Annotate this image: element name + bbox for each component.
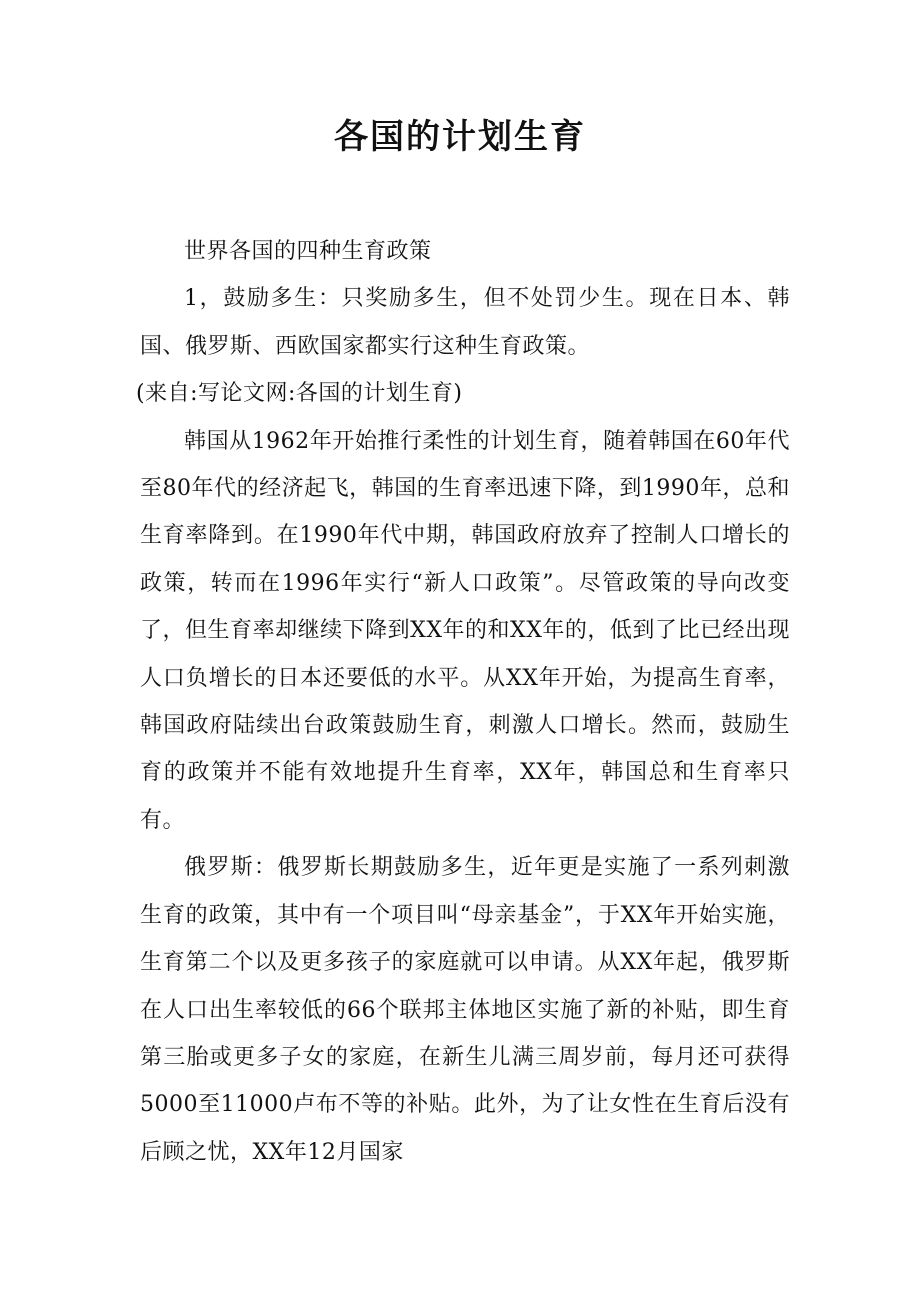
document-body: [136, 228, 790, 1176]
paragraph-policy-heading: 世界各国的四种生育政策: [184, 239, 432, 264]
document-title: 各国的计划生育: [334, 117, 586, 157]
paragraph-korea: 韩国从1962年开始推行柔性的计划生育，随着韩国在60年代至80年代的经济起飞，韩国的生育率迅速下降，到1990年，总和生育率降到。在1990年代中期，韩国政府放弃了控制人口增长的政策，转而在1996年实行“新人口政策”。尽管政策的导向改变了，但生育率却继续下降到XX年的和XX年的，低到了比已经出现人口负增长的日本还要低的水平。从XX年开始，为提高生育率，韩国政府陆续出台政策鼓励生育，刺激人口增长。然而，鼓励生育的政策并不能有效地提升生育率，XX年，韩国总和生育率只有。: [140, 428, 790, 833]
paragraph-russia: 俄罗斯：俄罗斯长期鼓励多生，近年更是实施了一系列刺激生育的政策，其中有一个项目叫“母亲基金”，于XX年开始实施，生育第二个以及更多孩子的家庭就可以申请。从XX年起，俄罗斯在人口出生率较低的66个联邦主体地区实施了新的补贴，即生育第三胎或更多子女的家庭，在新生儿满三周岁前，每月还可获得5000至11000卢布不等的补贴。此外，为了让女性在生育后没有后顾之忧，XX年12月国家: [140, 855, 790, 1165]
paragraph-source-note: (来自:写论文网:各国的计划生育): [136, 381, 463, 407]
paragraph-encourage-births: 1，鼓励多生：只奖励多生，但不处罚少生。现在日本、韩国、俄罗斯、西欧国家都实行这种生育政策。: [140, 286, 790, 359]
